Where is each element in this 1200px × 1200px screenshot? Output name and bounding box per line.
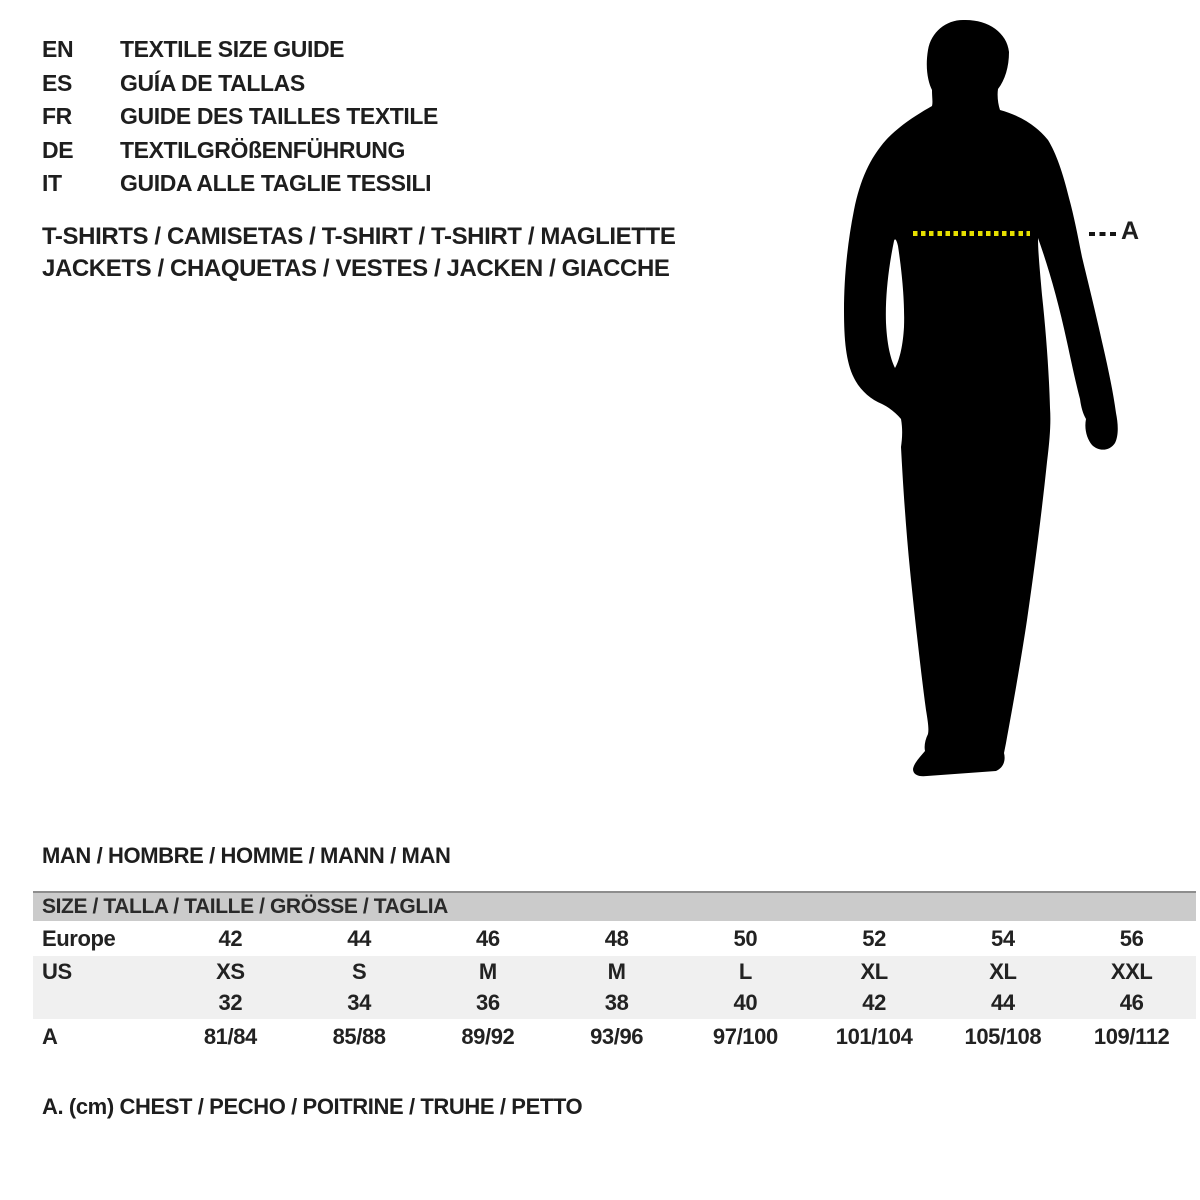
table-cell: 42 bbox=[862, 990, 886, 1015]
language-code: ES bbox=[42, 69, 72, 96]
table-cell: 34 bbox=[347, 990, 371, 1015]
category-jackets: JACKETS / CHAQUETAS / VESTES / JACKEN / GIACCHE bbox=[42, 255, 670, 282]
table-cell: 44 bbox=[991, 990, 1015, 1015]
language-code: EN bbox=[42, 36, 74, 63]
language-row bbox=[42, 33, 438, 67]
table-cell: 56 bbox=[1119, 925, 1144, 951]
language-title: TEXTILGRÖßENFÜHRUNG bbox=[120, 136, 405, 163]
table-cell: 93/96 bbox=[590, 1023, 644, 1049]
table-cell: M bbox=[607, 958, 626, 984]
language-title: GUÍA DE TALLAS bbox=[120, 69, 305, 96]
table-cell: 36 bbox=[476, 990, 500, 1015]
table-cell: 48 bbox=[604, 925, 629, 951]
table-cell: 85/88 bbox=[332, 1023, 386, 1049]
section-title-man: MAN / HOMBRE / HOMME / MANN / MAN bbox=[42, 843, 451, 868]
language-row bbox=[42, 67, 438, 101]
language-row bbox=[42, 134, 438, 168]
table-cell: 81/84 bbox=[203, 1023, 257, 1049]
category-tshirts: T-SHIRTS / CAMISETAS / T-SHIRT / T-SHIRT / MAGLIETTE bbox=[42, 223, 676, 250]
table-cell: XL bbox=[989, 958, 1017, 984]
table-row-us bbox=[33, 956, 1196, 987]
table-cell: L bbox=[738, 958, 752, 984]
size-table-header: SIZE / TALLA / TAILLE / GRÖSSE / TAGLIA bbox=[33, 891, 1196, 921]
language-list bbox=[42, 33, 438, 201]
row-label: A bbox=[42, 1023, 58, 1049]
table-cell: 97/100 bbox=[712, 1023, 778, 1049]
language-row bbox=[42, 100, 438, 134]
measure-label-a: A bbox=[1121, 217, 1140, 245]
table-cell: 109/112 bbox=[1093, 1023, 1170, 1049]
table-cell: 101/104 bbox=[835, 1023, 913, 1049]
language-code: DE bbox=[42, 136, 74, 163]
table-row-chest-a bbox=[33, 1019, 1196, 1054]
table-cell: 89/92 bbox=[461, 1023, 515, 1049]
table-cell: 42 bbox=[218, 925, 243, 951]
size-table bbox=[33, 891, 1196, 1054]
language-title: TEXTILE SIZE GUIDE bbox=[120, 36, 345, 63]
figure-area bbox=[828, 10, 1128, 785]
table-cell: 40 bbox=[733, 990, 758, 1015]
row-label: Europe bbox=[42, 925, 116, 951]
table-cell: 50 bbox=[733, 925, 758, 951]
table-cell: XXL bbox=[1110, 958, 1153, 984]
man-silhouette bbox=[828, 10, 1128, 785]
language-row bbox=[42, 167, 438, 201]
table-row-us-numeric bbox=[33, 987, 1196, 1019]
table-cell: XL bbox=[860, 958, 888, 984]
chest-measure-line bbox=[913, 231, 1030, 236]
category-list bbox=[42, 221, 675, 285]
table-cell: 54 bbox=[991, 925, 1015, 951]
table-cell: 32 bbox=[218, 990, 243, 1015]
language-title: GUIDA ALLE TAGLIE TESSILI bbox=[120, 170, 432, 197]
measurement-footnote: A. (cm) CHEST / PECHO / POITRINE / TRUHE / PETTO bbox=[42, 1094, 583, 1119]
table-cell: M bbox=[478, 958, 497, 984]
measure-callout-line bbox=[1089, 232, 1118, 236]
language-code: FR bbox=[42, 103, 72, 130]
table-cell: 38 bbox=[604, 990, 629, 1015]
table-cell: 105/108 bbox=[964, 1023, 1042, 1049]
table-row-europe bbox=[33, 921, 1196, 956]
table-cell: XS bbox=[216, 958, 245, 984]
row-label: US bbox=[42, 958, 72, 984]
language-code: IT bbox=[42, 170, 62, 197]
table-cell: 46 bbox=[1119, 990, 1144, 1015]
table-cell: 46 bbox=[476, 925, 500, 951]
table-cell: S bbox=[351, 958, 367, 984]
language-title: GUIDE DES TAILLES TEXTILE bbox=[120, 103, 438, 130]
table-cell: 44 bbox=[347, 925, 371, 951]
table-cell: 52 bbox=[862, 925, 886, 951]
